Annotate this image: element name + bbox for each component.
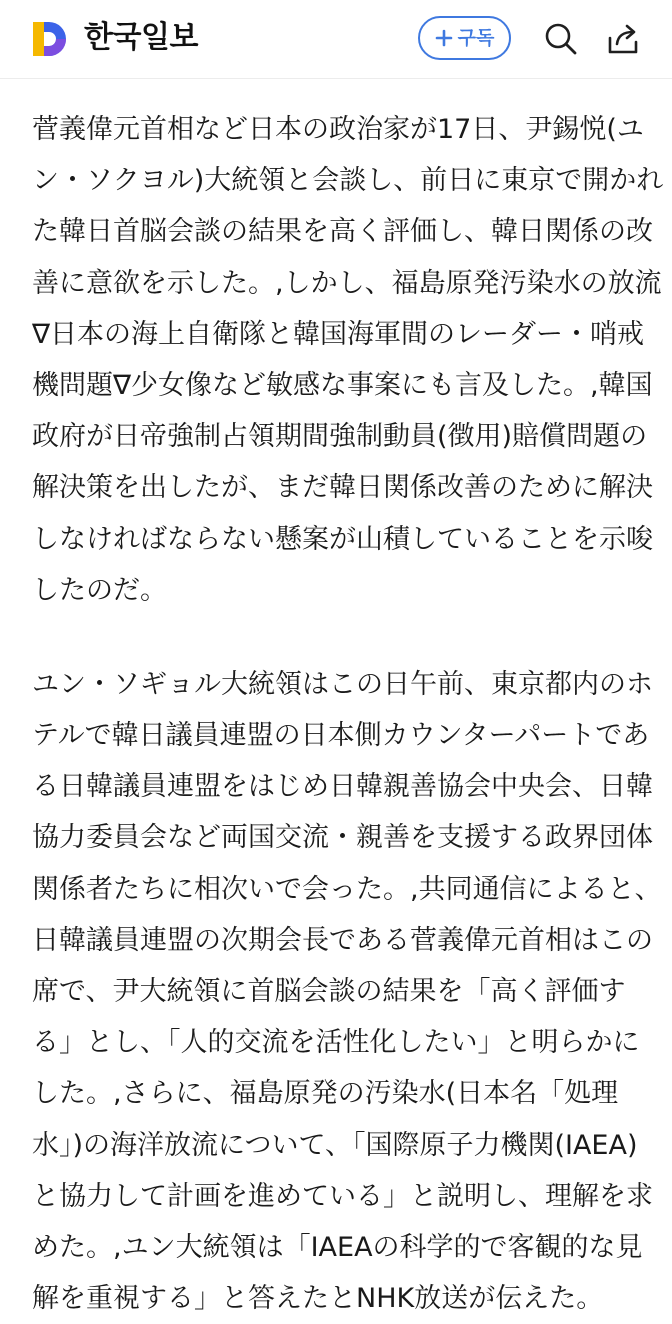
brand-name[interactable]: 한국일보: [84, 20, 198, 55]
text-line: る日韓議員連盟をはじめ日韓親善協会中央会、日韓: [32, 771, 653, 803]
article-paragraph: [32, 104, 664, 616]
text-line: 水」)の海洋放流について、「国際原子力機関(IAEA): [32, 1129, 638, 1161]
text-line: 解を重視する」と答えたとNHK放送が伝えた。: [32, 1283, 604, 1315]
subscribe-button[interactable]: [418, 16, 511, 60]
text-line: と協力して計画を進めている」と説明し、理解を求: [32, 1180, 653, 1212]
text-line: 解決策を出したが、まだ韓日関係改善のために解決: [32, 472, 653, 504]
text-line: ∇日本の海上自衛隊と韓国海軍間のレーダー・哨戒: [32, 318, 645, 350]
text-line: ユン・ソギョル大統領はこの日午前、東京都内のホ: [32, 668, 653, 700]
text-line: 関係者たちに相次いで会った。,共同通信によると、: [32, 873, 662, 905]
subscribe-label: 구독: [457, 27, 495, 49]
text-line: 政府が日帝強制占領期間強制動員(徴用)賠償問題の: [32, 421, 648, 453]
app-header: [0, 0, 672, 79]
search-icon[interactable]: [542, 20, 580, 58]
text-line: 善に意欲を示した。,しかし、福島原発汚染水の放流: [32, 267, 662, 299]
text-line: した。,さらに、福島原発の汚染水(日本名「処理: [32, 1078, 619, 1110]
hankook-ilbo-logo-icon[interactable]: [30, 19, 70, 59]
text-line: た韓日首脳会談の結果を高く評価し、韓日関係の改: [32, 216, 653, 248]
text-line: めた。,ユン大統領は「IAEAの科学的で客観的な見: [32, 1231, 643, 1263]
text-line: ン・ソクヨル)大統領と会談し、前日に東京で開かれ: [32, 165, 664, 197]
text-line: る」とし、「人的交流を活性化したい」と明らかに: [32, 1027, 640, 1059]
text-line: テルで韓日議員連盟の日本側カウンターパートであ: [32, 720, 650, 752]
share-icon[interactable]: [604, 20, 642, 58]
text-line: したのだ。: [32, 574, 167, 606]
text-line: 席で、尹大統領に首脳会談の結果を「高く評価す: [32, 976, 626, 1007]
plus-icon: [435, 29, 453, 47]
paragraph-spacer: [32, 616, 642, 659]
text-line: 機問題∇少女像など敏感な事案にも言及した。,韓国: [32, 369, 653, 401]
text-line: 菅義偉元首相など日本の政治家が17日、尹錫悦(ユ: [32, 114, 644, 145]
text-line: しなければならない懸案が山積していることを示唆: [32, 523, 653, 555]
article-body: [32, 104, 664, 1324]
article-paragraph: [32, 659, 662, 1324]
text-line: 協力委員会など両国交流・親善を支援する政界団体: [32, 822, 653, 854]
text-line: 日韓議員連盟の次期会長である菅義偉元首相はこの: [32, 924, 653, 956]
